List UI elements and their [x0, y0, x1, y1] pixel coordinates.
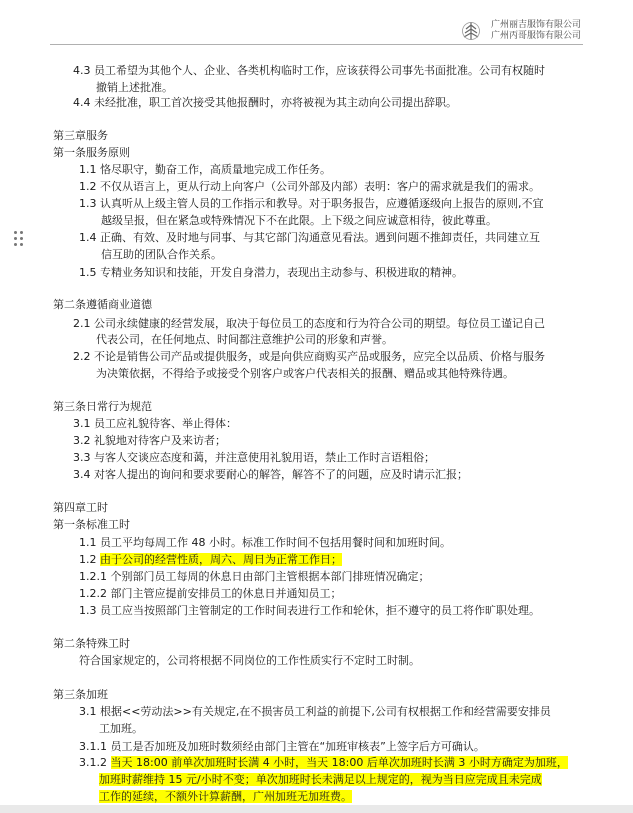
- clause-1-2-2: 1.2.2 部门主管应提前安排员工的休息日并通知员工；: [79, 587, 342, 600]
- clause-4-3: 4.3 员工希望为其他个人、企业、各类机构临时工作，应该获得公司事先书面批准。公司有权随时: [73, 64, 545, 77]
- article-heading: 第一条服务原则: [53, 146, 130, 159]
- clause-3-2: 3.2 礼貌地对待客户及来访者；: [73, 434, 226, 447]
- clause-3-1: 3.1 员工应礼貌待客、举止得体：: [73, 417, 237, 430]
- article-heading: 第二条特殊工时: [53, 637, 130, 650]
- article-heading: 第二条遵循商业道德: [53, 298, 152, 311]
- clause-2-2-cont: 为决策依据，不得给予或接受个别客户或客户代表相关的报酬、赠品或其他特殊待遇。: [96, 367, 514, 380]
- clause-number: 3.1.2: [79, 756, 111, 769]
- clause-1-3: 1.3 认真听从上级主管人员的工作指示和教导。对于职务报告，应遵循逐级向上报告的原则,不宜: [79, 197, 544, 210]
- clause-3-3: 3.3 与客人交谈应态度和蔼，并注意使用礼貌用语，禁止工作时言语粗俗；: [73, 451, 435, 464]
- clause-1-3: 1.3 员工应当按照部门主管制定的工作时间表进行工作和轮休，拒不遵守的员工将作旷职处理。: [79, 604, 540, 617]
- clause-3-1: 3.1 根据<<劳动法>>有关规定,在不损害员工利益的前提下,公司有权根据工作和经营需要安排员: [79, 705, 551, 718]
- highlighted-text: 加班时薪维持 15 元/小时不变；单次加班时长未满足以上规定的，视为当日应完成且未完成: [99, 773, 542, 786]
- clause-1-1: 1.1 恪尽职守，勤奋工作，高质量地完成工作任务。: [79, 163, 331, 176]
- clause-1-4-cont: 信互助的团队合作关系。: [101, 248, 222, 261]
- clause-1-3-cont: 越级呈报，但在紧急或特殊情况下不在此限。上下级之间应诚意相待，彼此尊重。: [101, 214, 497, 227]
- clause-number: 1.2: [79, 553, 100, 566]
- drag-handle-icon[interactable]: [14, 231, 26, 247]
- clause-3-1-2: [79, 756, 568, 770]
- clause-1-2: [79, 553, 342, 567]
- company-name: [491, 20, 581, 42]
- clause-1-2: 1.2 不仅从语言上，更从行动上向客户（公司外部及内部）表明：客户的需求就是我们的需求。: [79, 180, 540, 193]
- highlighted-text: 当天 18:00 前单次加班时长满 4 小时，当天 18:00 后单次加班时长满 3 小时方确定为加班，: [110, 756, 568, 769]
- clause-1-1: 1.1 员工平均每周工作 48 小时。标准工作时间不包括用餐时间和加班时间。: [79, 536, 451, 549]
- clause-2-1-cont: 代表公司，在任何地点、时间都注意维护公司的形象和声誉。: [96, 333, 393, 346]
- article-heading: 第一条标准工时: [53, 518, 130, 531]
- article-heading: 第三条日常行为规范: [53, 400, 152, 413]
- clause-3-4: 3.4 对客人提出的询问和要求要耐心的解答，解答不了的问题，应及时请示汇报；: [73, 468, 468, 481]
- page-gutter: [0, 805, 633, 813]
- highlighted-text: 工作的延续，不额外计算薪酬，广州加班无加班费。: [99, 790, 352, 803]
- chapter-heading: 第四章工时: [53, 501, 108, 514]
- clause-3-1-1: 3.1.1 员工是否加班及加班时数须经由部门主管在“加班审核表”上签字后方可确认。: [79, 740, 485, 753]
- chapter-heading: 第三章服务: [53, 129, 108, 142]
- company-line-2: 广州丙哥服饰有限公司: [490, 31, 581, 41]
- company-line-1: 广州丽吉服饰有限公司: [490, 20, 581, 30]
- clause-2-1: 2.1 公司永续健康的经营发展，取决于每位员工的态度和行为符合公司的期望。每位员工谨记自己: [73, 317, 545, 330]
- highlighted-text: 由于公司的经营性质，周六、周日为正常工作日；: [100, 553, 342, 566]
- clause-4-4: 4.4 未经批准，职工首次接受其他报酬时，亦将被视为其主动向公司提出辞职。: [73, 96, 457, 109]
- clause-3-1-2-cont: [99, 790, 352, 804]
- clause-4-3-cont: 撤销上述批准。: [96, 81, 173, 94]
- clause-2-2: 2.2 不论是销售公司产品或提供服务，或是向供应商购买产品或服务，应完全以品质、价格与服务: [73, 350, 545, 363]
- clause-3-1-2-cont: [99, 773, 542, 787]
- article-heading: 第三条加班: [53, 688, 108, 701]
- logo-icon: [461, 21, 481, 41]
- clause-1-2-1: 1.2.1 个别部门员工每周的休息日由部门主管根据本部门排班情况确定；: [79, 570, 430, 583]
- clause-1-5: 1.5 专精业务知识和技能，开发自身潜力，表现出主动参与、积极进取的精神。: [79, 266, 463, 279]
- page-header: [50, 18, 583, 45]
- clause-3-1-cont: 工加班。: [99, 722, 143, 735]
- special-hours-text: 符合国家规定的，公司将根据不同岗位的工作性质实行不定时工时制。: [79, 654, 420, 667]
- clause-1-4: 1.4 正确、有效、及时地与同事、与其它部门沟通意见看法。遇到问题不推卸责任，共同建立互: [79, 231, 540, 244]
